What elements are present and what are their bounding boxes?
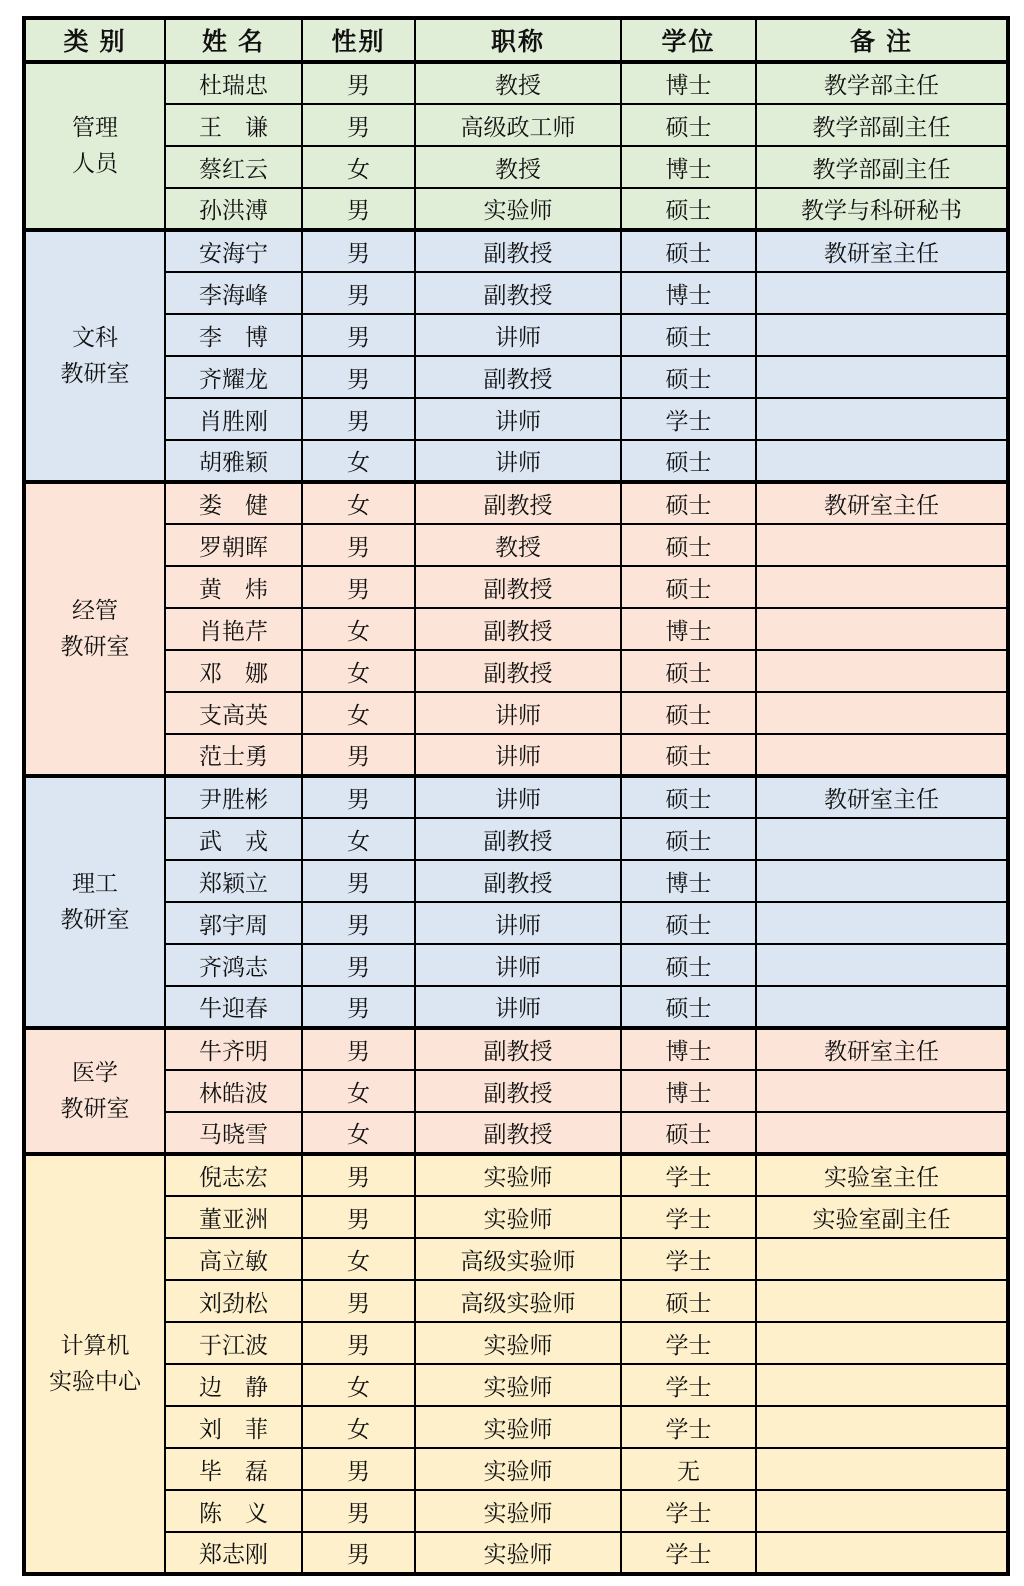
degree-cell: 学士	[621, 398, 756, 440]
name-cell: 林皓波	[165, 1070, 302, 1112]
title-cell: 副教授	[415, 608, 621, 650]
degree-cell: 无	[621, 1448, 756, 1490]
title-cell: 实验师	[415, 188, 621, 230]
degree-cell: 博士	[621, 608, 756, 650]
table-row	[24, 482, 1008, 524]
table-row	[24, 356, 1008, 398]
name-cell: 边 静	[165, 1364, 302, 1406]
gender-cell: 男	[302, 272, 415, 314]
degree-cell: 硕士	[621, 356, 756, 398]
note-cell	[756, 902, 1008, 944]
name-cell: 李 博	[165, 314, 302, 356]
staff-table-body	[24, 62, 1008, 1574]
degree-cell: 学士	[621, 1154, 756, 1196]
note-cell	[756, 440, 1008, 482]
degree-cell: 学士	[621, 1196, 756, 1238]
degree-cell: 硕士	[621, 734, 756, 776]
degree-cell: 硕士	[621, 524, 756, 566]
gender-cell: 男	[302, 1028, 415, 1070]
title-cell: 实验师	[415, 1154, 621, 1196]
header-note: 备 注	[756, 18, 1008, 62]
title-cell: 实验师	[415, 1364, 621, 1406]
degree-cell: 学士	[621, 1490, 756, 1532]
degree-cell: 硕士	[621, 986, 756, 1028]
note-cell	[756, 860, 1008, 902]
gender-cell: 男	[302, 104, 415, 146]
note-cell	[756, 650, 1008, 692]
table-row	[24, 1322, 1008, 1364]
title-cell: 高级实验师	[415, 1238, 621, 1280]
name-cell: 齐鸿志	[165, 944, 302, 986]
gender-cell: 男	[302, 566, 415, 608]
name-cell: 于江波	[165, 1322, 302, 1364]
table-row	[24, 230, 1008, 272]
title-cell: 实验师	[415, 1532, 621, 1574]
table-row	[24, 1238, 1008, 1280]
note-cell	[756, 524, 1008, 566]
note-cell: 教学部主任	[756, 62, 1008, 104]
category-cell	[24, 230, 165, 482]
note-cell	[756, 398, 1008, 440]
category-line: 管理	[72, 115, 118, 141]
name-cell: 毕 磊	[165, 1448, 302, 1490]
note-cell	[756, 566, 1008, 608]
title-cell: 实验师	[415, 1448, 621, 1490]
gender-cell: 男	[302, 188, 415, 230]
title-cell: 讲师	[415, 902, 621, 944]
note-cell	[756, 1364, 1008, 1406]
gender-cell: 女	[302, 1406, 415, 1448]
degree-cell: 硕士	[621, 230, 756, 272]
category-line: 教研室	[60, 361, 130, 386]
degree-cell: 博士	[621, 62, 756, 104]
degree-cell: 硕士	[621, 482, 756, 524]
name-cell: 王 谦	[165, 104, 302, 146]
table-row	[24, 1364, 1008, 1406]
table-row	[24, 1154, 1008, 1196]
degree-cell: 学士	[621, 1364, 756, 1406]
category-line: 实验中心	[49, 1369, 141, 1394]
note-cell: 教研室主任	[756, 776, 1008, 818]
name-cell: 武 戎	[165, 818, 302, 860]
table-row	[24, 524, 1008, 566]
header-gender: 性别	[302, 18, 415, 62]
note-cell	[756, 1406, 1008, 1448]
name-cell: 范士勇	[165, 734, 302, 776]
gender-cell: 女	[302, 146, 415, 188]
note-cell	[756, 1070, 1008, 1112]
category-line: 医学	[72, 1060, 118, 1086]
category-line: 教研室	[60, 1096, 130, 1121]
title-cell: 实验师	[415, 1196, 621, 1238]
note-cell	[756, 1112, 1008, 1154]
name-cell: 肖胜刚	[165, 398, 302, 440]
title-cell: 讲师	[415, 398, 621, 440]
table-row	[24, 608, 1008, 650]
name-cell: 牛齐明	[165, 1028, 302, 1070]
note-cell	[756, 356, 1008, 398]
title-cell: 副教授	[415, 482, 621, 524]
note-cell	[756, 1448, 1008, 1490]
table-row	[24, 650, 1008, 692]
staff-table-header	[24, 18, 1008, 62]
gender-cell: 女	[302, 692, 415, 734]
note-cell	[756, 272, 1008, 314]
degree-cell: 硕士	[621, 1280, 756, 1322]
degree-cell: 硕士	[621, 650, 756, 692]
gender-cell: 女	[302, 1112, 415, 1154]
gender-cell: 男	[302, 1280, 415, 1322]
title-cell: 讲师	[415, 776, 621, 818]
title-cell: 讲师	[415, 734, 621, 776]
gender-cell: 女	[302, 1238, 415, 1280]
title-cell: 副教授	[415, 272, 621, 314]
degree-cell: 博士	[621, 1028, 756, 1070]
title-cell: 副教授	[415, 650, 621, 692]
degree-cell: 学士	[621, 1322, 756, 1364]
name-cell: 马晓雪	[165, 1112, 302, 1154]
table-row	[24, 1532, 1008, 1574]
category-line: 文科	[72, 325, 118, 351]
title-cell: 副教授	[415, 356, 621, 398]
category-cell	[24, 482, 165, 776]
note-cell: 教学部副主任	[756, 104, 1008, 146]
gender-cell: 男	[302, 944, 415, 986]
header-title: 职称	[415, 18, 621, 62]
note-cell	[756, 692, 1008, 734]
title-cell: 教授	[415, 524, 621, 566]
degree-cell: 硕士	[621, 692, 756, 734]
name-cell: 董亚洲	[165, 1196, 302, 1238]
table-row	[24, 692, 1008, 734]
degree-cell: 硕士	[621, 1112, 756, 1154]
header-row	[24, 18, 1008, 62]
note-cell: 教学与科研秘书	[756, 188, 1008, 230]
table-row	[24, 1448, 1008, 1490]
title-cell: 实验师	[415, 1406, 621, 1448]
degree-cell: 硕士	[621, 776, 756, 818]
table-row	[24, 944, 1008, 986]
gender-cell: 男	[302, 1490, 415, 1532]
note-cell	[756, 1280, 1008, 1322]
table-row	[24, 1112, 1008, 1154]
title-cell: 讲师	[415, 692, 621, 734]
gender-cell: 男	[302, 1154, 415, 1196]
table-row	[24, 818, 1008, 860]
category-line: 教研室	[60, 907, 130, 932]
gender-cell: 男	[302, 356, 415, 398]
title-cell: 教授	[415, 146, 621, 188]
category-cell	[24, 776, 165, 1028]
category-cell	[24, 62, 165, 230]
gender-cell: 男	[302, 1448, 415, 1490]
table-row	[24, 734, 1008, 776]
name-cell: 郑颖立	[165, 860, 302, 902]
header-name: 姓 名	[165, 18, 302, 62]
header-category: 类 别	[24, 18, 165, 62]
note-cell: 教研室主任	[756, 482, 1008, 524]
category-line: 理工	[72, 871, 118, 897]
gender-cell: 男	[302, 902, 415, 944]
degree-cell: 硕士	[621, 944, 756, 986]
gender-cell: 男	[302, 860, 415, 902]
title-cell: 副教授	[415, 566, 621, 608]
note-cell	[756, 734, 1008, 776]
name-cell: 倪志宏	[165, 1154, 302, 1196]
gender-cell: 男	[302, 314, 415, 356]
category-line: 教研室	[60, 634, 130, 659]
table-row	[24, 272, 1008, 314]
note-cell: 教研室主任	[756, 230, 1008, 272]
name-cell: 郑志刚	[165, 1532, 302, 1574]
note-cell	[756, 944, 1008, 986]
degree-cell: 硕士	[621, 188, 756, 230]
name-cell: 尹胜彬	[165, 776, 302, 818]
gender-cell: 男	[302, 734, 415, 776]
gender-cell: 男	[302, 986, 415, 1028]
title-cell: 高级实验师	[415, 1280, 621, 1322]
note-cell: 实验室副主任	[756, 1196, 1008, 1238]
note-cell	[756, 986, 1008, 1028]
title-cell: 实验师	[415, 1490, 621, 1532]
title-cell: 高级政工师	[415, 104, 621, 146]
note-cell	[756, 608, 1008, 650]
table-row	[24, 1028, 1008, 1070]
name-cell: 高立敏	[165, 1238, 302, 1280]
table-row	[24, 902, 1008, 944]
note-cell	[756, 1322, 1008, 1364]
note-cell: 教研室主任	[756, 1028, 1008, 1070]
table-row	[24, 146, 1008, 188]
table-row	[24, 1070, 1008, 1112]
gender-cell: 女	[302, 650, 415, 692]
name-cell: 陈 义	[165, 1490, 302, 1532]
note-cell	[756, 818, 1008, 860]
degree-cell: 硕士	[621, 104, 756, 146]
table-row	[24, 776, 1008, 818]
table-row	[24, 1490, 1008, 1532]
table-row	[24, 314, 1008, 356]
gender-cell: 男	[302, 398, 415, 440]
table-row	[24, 986, 1008, 1028]
note-cell	[756, 1490, 1008, 1532]
degree-cell: 硕士	[621, 566, 756, 608]
name-cell: 李海峰	[165, 272, 302, 314]
degree-cell: 学士	[621, 1238, 756, 1280]
title-cell: 副教授	[415, 1028, 621, 1070]
table-row	[24, 566, 1008, 608]
name-cell: 郭宇周	[165, 902, 302, 944]
staff-table	[22, 16, 1010, 1576]
gender-cell: 女	[302, 608, 415, 650]
note-cell: 教学部副主任	[756, 146, 1008, 188]
name-cell: 杜瑞忠	[165, 62, 302, 104]
note-cell	[756, 1532, 1008, 1574]
note-cell: 实验室主任	[756, 1154, 1008, 1196]
name-cell: 胡雅颖	[165, 440, 302, 482]
title-cell: 副教授	[415, 1112, 621, 1154]
name-cell: 安海宁	[165, 230, 302, 272]
degree-cell: 硕士	[621, 902, 756, 944]
category-line: 计算机	[60, 1333, 130, 1359]
degree-cell: 学士	[621, 1406, 756, 1448]
name-cell: 孙洪溥	[165, 188, 302, 230]
degree-cell: 硕士	[621, 818, 756, 860]
table-row	[24, 104, 1008, 146]
category-cell	[24, 1154, 165, 1574]
degree-cell: 硕士	[621, 440, 756, 482]
gender-cell: 女	[302, 1364, 415, 1406]
table-row	[24, 398, 1008, 440]
category-cell	[24, 1028, 165, 1154]
name-cell: 刘 菲	[165, 1406, 302, 1448]
title-cell: 讲师	[415, 440, 621, 482]
title-cell: 副教授	[415, 1070, 621, 1112]
name-cell: 牛迎春	[165, 986, 302, 1028]
name-cell: 齐耀龙	[165, 356, 302, 398]
table-row	[24, 62, 1008, 104]
gender-cell: 女	[302, 482, 415, 524]
note-cell	[756, 1238, 1008, 1280]
title-cell: 副教授	[415, 818, 621, 860]
title-cell: 副教授	[415, 860, 621, 902]
title-cell: 讲师	[415, 944, 621, 986]
name-cell: 蔡红云	[165, 146, 302, 188]
gender-cell: 男	[302, 524, 415, 566]
gender-cell: 女	[302, 1070, 415, 1112]
name-cell: 娄 健	[165, 482, 302, 524]
name-cell: 刘劲松	[165, 1280, 302, 1322]
table-row	[24, 188, 1008, 230]
gender-cell: 女	[302, 440, 415, 482]
header-degree: 学位	[621, 18, 756, 62]
degree-cell: 博士	[621, 272, 756, 314]
name-cell: 罗朝晖	[165, 524, 302, 566]
title-cell: 实验师	[415, 1322, 621, 1364]
name-cell: 支高英	[165, 692, 302, 734]
degree-cell: 学士	[621, 1532, 756, 1574]
name-cell: 黄 炜	[165, 566, 302, 608]
table-row	[24, 440, 1008, 482]
degree-cell: 博士	[621, 1070, 756, 1112]
category-line: 经管	[72, 598, 118, 624]
table-row	[24, 1406, 1008, 1448]
gender-cell: 男	[302, 62, 415, 104]
degree-cell: 硕士	[621, 314, 756, 356]
title-cell: 讲师	[415, 986, 621, 1028]
title-cell: 讲师	[415, 314, 621, 356]
table-row	[24, 1280, 1008, 1322]
gender-cell: 女	[302, 818, 415, 860]
title-cell: 教授	[415, 62, 621, 104]
title-cell: 副教授	[415, 230, 621, 272]
gender-cell: 男	[302, 1532, 415, 1574]
degree-cell: 博士	[621, 146, 756, 188]
gender-cell: 男	[302, 1322, 415, 1364]
table-row	[24, 1196, 1008, 1238]
gender-cell: 男	[302, 1196, 415, 1238]
name-cell: 邓 娜	[165, 650, 302, 692]
table-row	[24, 860, 1008, 902]
degree-cell: 博士	[621, 860, 756, 902]
name-cell: 肖艳芹	[165, 608, 302, 650]
note-cell	[756, 314, 1008, 356]
category-line: 人员	[72, 151, 118, 176]
gender-cell: 男	[302, 230, 415, 272]
gender-cell: 男	[302, 776, 415, 818]
